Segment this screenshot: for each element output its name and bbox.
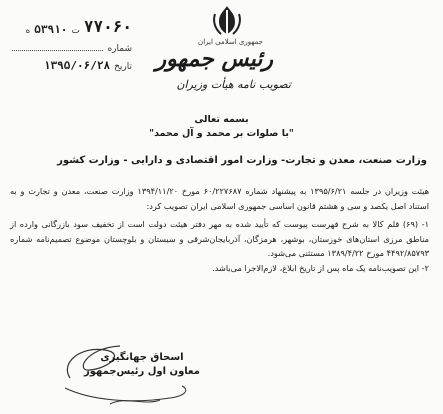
ref-suffix: ه [25, 26, 31, 36]
body-clause-2: ۲- این تصویب‌نامه یک ماه پس از تاریخ ابلاغ، لازم‌الاجرا می‌باشد. [212, 262, 429, 273]
date-row [12, 54, 132, 72]
number-label-row [12, 36, 132, 54]
emblem-icon [207, 4, 247, 38]
ref-value: ۵۳۹۱۰ [34, 23, 68, 36]
signature-block [84, 352, 200, 377]
header-country: جمهوری اسلامی ایران [198, 38, 263, 46]
body-clause-1: ۱- (۶۹) قلم کالا به شرح فهرست پیوست که تأیید شده به مهر دفتر هیئت دولت است از تخفیف سود بازرگانی وارده از مناطق مرزی استان‌های خوزستان، بوشهر، هرمزگان، آذربایجان‌شرقی و سیستان و بلوچستان موضوع تصمیم‌نامه شماره ۴۴۹۲/۸۵۷۹۳ مورخ ۱۳۸۹/۴/۲۲ مستثنی می‌شود. [10, 219, 429, 258]
date-value: ۱۳۹۵/۰۶/۲۸ [43, 59, 111, 72]
body-intro: هیئت وزیران در جلسه ۱۳۹۵/۶/۲۱ به پیشنهاد شماره ۶۰/۲۲۷۶۸۷ مورخ ۱۳۹۴/۱۱/۲۰ وزارت صنعت، معدن و تجارت و به استناد اصل یکصد و سی و هشتم قانون اساسی جمهوری اسلامی ایران تصویب کرد: [10, 186, 430, 211]
addressees: وزارت صنعت، معدن و تجارت- وزارت امور اقتصادی و دارایی - وزارت کشور [57, 155, 427, 166]
number-value: ۷۷۰۶۰ [83, 17, 132, 36]
signatory-name: اسحاق جهانگیری [100, 352, 184, 363]
number-row [12, 18, 132, 36]
header-title: رئیس جمهور [155, 46, 273, 72]
salutation-line1: بسمه تعالی [194, 114, 249, 125]
ref-prefix: ت [71, 26, 80, 36]
date-label: تاریخ [114, 62, 132, 72]
header-subtitle: تصویب نامه هیأت وزیران [176, 78, 291, 91]
meta-block [12, 18, 132, 72]
number-label: شماره [107, 44, 132, 54]
salutation-line2: "با صلوات بر محمد و آل محمد" [149, 128, 294, 139]
number-dots [12, 49, 103, 51]
decree-body [10, 184, 429, 275]
signatory-title: معاون اول رئیس‌جمهور [84, 366, 200, 377]
